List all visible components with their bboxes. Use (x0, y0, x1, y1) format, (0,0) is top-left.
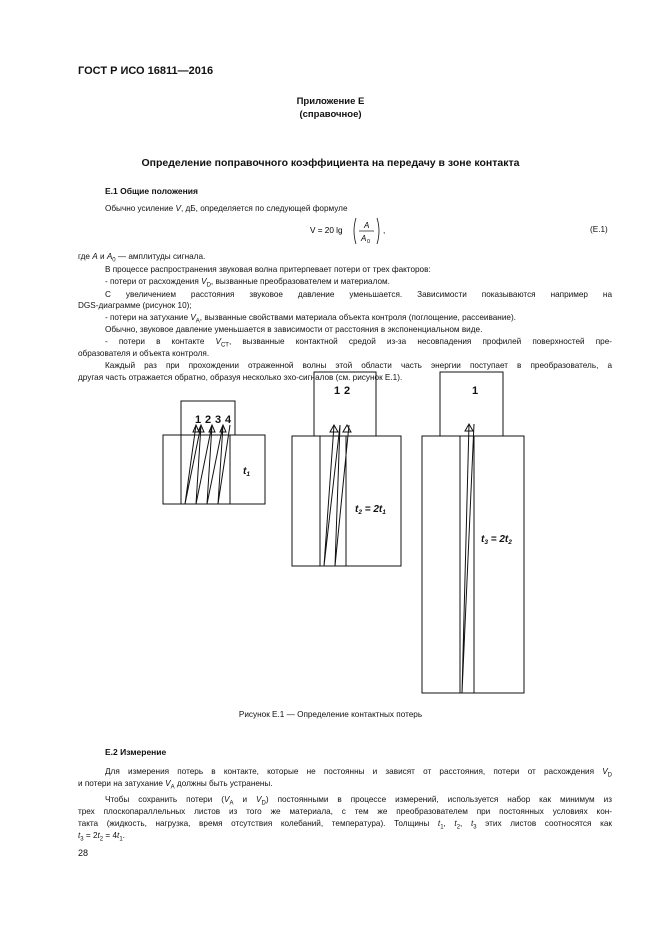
echo-label-3-1: 1 (472, 385, 479, 397)
paragraph-plates-line4: $t_3 = 2t_2 = 4t_1$. (78, 831, 125, 843)
paragraph-echo-line1: Каждый раз при прохождении отраженной волны этой области часть энергии поступает в преобразователь, а (105, 361, 612, 370)
main-title: Определение поправочного коэффициента на передачу в зоне контакта (141, 157, 520, 169)
echo-label-1-2: 2 (205, 414, 212, 426)
figure-caption: Рисунок Е.1 — Определение контактных потерь (238, 710, 423, 719)
formula-graphic (308, 215, 398, 251)
paragraph-measure-line1: Для измерения потерь в контакте, которые не постоянны и зависят от расстояния, потери от расхождения $V_D$ (105, 767, 612, 779)
paragraph-distance-line1: С увеличением расстояния звуковое давление уменьшается. Зависимости показываются например на (105, 290, 612, 299)
page-number: 28 (78, 848, 89, 858)
formula-denominator-sub: 0 (367, 239, 371, 245)
test-block-3 (422, 372, 524, 693)
paragraph-where: где A и $A_0$ — амплитуды сигнала. (78, 252, 206, 264)
echo-label-2-1: 1 (334, 385, 341, 397)
paragraph-loss-contact-line2: образователя и объекта контроля. (78, 349, 210, 358)
echo-zigzag-2 (324, 425, 349, 566)
test-block-1 (163, 401, 265, 504)
echo-zigzag-3 (462, 424, 474, 693)
paragraph-plates-line2: трех плоскопараллельных листов из того же материала, с тем же преобразователем при постоянных условиях кон- (78, 807, 612, 816)
thickness-label-t2: $t_2 = 2t_1$ (355, 504, 386, 516)
formula-right-paren (377, 218, 379, 244)
section-heading-e2: Е.2 Измерение (105, 747, 167, 757)
thickness-label-t1: $t_1$ (243, 466, 250, 478)
section-heading-e1: Е.1 Общие положения (105, 186, 198, 196)
paragraph-loss-divergence: - потери от расхождения $V_D$, вызванные преобразователем и материалом. (105, 277, 390, 289)
echo-label-1-1: 1 (195, 414, 202, 426)
formula-denominator: A (361, 234, 367, 243)
transducer-3 (440, 372, 503, 436)
echo-zigzag-1 (185, 425, 230, 504)
thickness-label-t3: $t_3 = 2t_2$ (481, 534, 512, 546)
paragraph-plates-line3: такта (жидкость, нагрузка, время отсутствия колебаний, температура). Толщины $t_1$, $t_2$, $t_3$ этих листов соотносятся как (78, 819, 612, 831)
paragraph-echo-line2: другая часть отражается обратно, образуя несколько эхо-сигналов (см. рисунок Е.1). (78, 373, 403, 382)
formula-trail: , (383, 226, 386, 235)
paragraph-factors: В процессе распространения звуковая волна притерпевает потери от трех факторов: (105, 265, 431, 274)
paragraph-loss-attenuation: - потери на затухание $V_A$, вызванные свойствами материала объекта контроля (поглощение, рассеивание). (105, 313, 516, 325)
formula-lhs: V = 20 lg (310, 226, 343, 235)
figure-contact-losses (150, 366, 540, 701)
formula-number: (Е.1) (590, 225, 608, 234)
echo-label-1-4: 4 (225, 414, 232, 426)
standard-header: ГОСТ Р ИСО 16811—2016 (78, 65, 214, 77)
appendix-subtitle: (справочное) (299, 109, 362, 120)
paragraph-exponential: Обычно, звуковое давление уменьшается в зависимости от расстояния в экспоненциальном виде. (105, 325, 483, 334)
formula-e1 (308, 215, 398, 253)
plate-3 (422, 436, 524, 693)
paragraph-plates-line1: Чтобы сохранить потери ($V_A$ и $V_D$) постоянными в процессе измерений, используется набор как минимум из (105, 795, 612, 807)
test-block-2 (292, 372, 401, 566)
formula-left-paren (354, 218, 356, 244)
echo-arrow-2b (343, 425, 351, 432)
paragraph-intro: Обычно усиление V, дБ, определяется по следующей формуле (105, 204, 348, 213)
echo-label-2-2: 2 (344, 385, 351, 397)
paragraph-measure-line2: и потери на затухание $V_A$ должны быть устранены. (78, 779, 273, 791)
appendix-title: Приложение Е (296, 96, 365, 107)
echo-label-1-3: 3 (215, 414, 222, 426)
paragraph-distance-line2: DGS-диаграмме (рисунок 10); (78, 301, 192, 310)
formula-numerator: A (364, 221, 370, 230)
transducer-2 (314, 372, 376, 436)
paragraph-loss-contact-line1: - потери в контакте $V_{CT}$, вызванные контактной средой из-за несовпадения профилей поверхностей пре- (105, 337, 612, 349)
